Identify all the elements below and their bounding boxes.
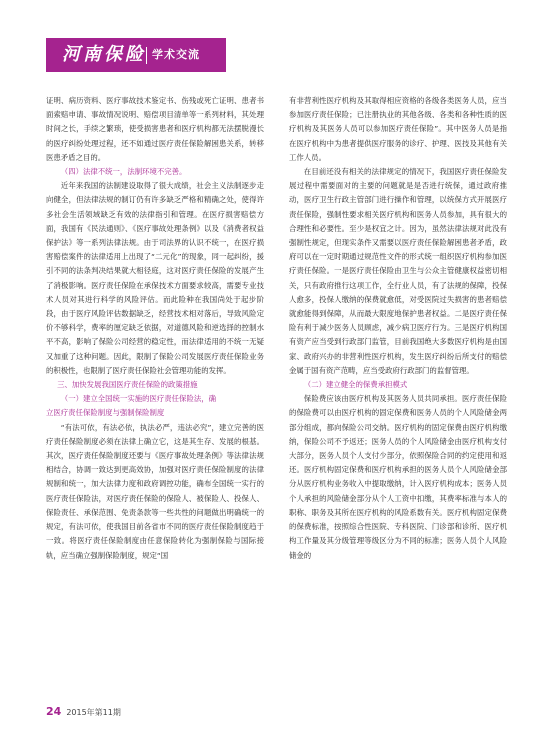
paragraph: 近年来我国的法制建设取得了很大成绩，社会主义法制逐步走向健全，但法律法规的制订仍有许多缺乏严格和精确之处，使得许多社会生活领域缺乏有效的法律指引和管理。在医疗损害赔偿方面，我国有《民法通则》、《医疗事故处理条例》以及《消费者权益保护法》等一系列法律法规。由于司法界的认识不统一，在医疗损害赔偿案件的法律适用上出现了“二元化”的现象，同一起纠纷，援引不同的法条判决结果就大相径庭，这对医疗责任保险的发展产生了消极影响。医疗责任保险在承保技术方面要求较高，需要专业技术人员对其进行科学的风险评估。而此险种在我国尚处于起步阶段，由于医疗风险评估数据缺乏，经营技术相对落后，导致风险定价不够科学，费率的厘定缺乏依据，对道德风险和逆选择的控制水平不高，影响了保险公司经营的稳定性，而法律适用的不统一无疑又加重了这种问题。因此，限制了保险公司发展医疗责任保险业务的积极性，也限制了医疗责任保险社会管理功能的发挥。	[46, 181, 264, 375]
subsection-heading-continued: 立医疗责任保险制度与强制保险制度	[46, 408, 165, 418]
issue-label: 2015年第11期	[66, 708, 121, 717]
paragraph: 证明、病历资料、医疗事故技术鉴定书、伤残或死亡证明、患者书面索赔申请、事故情况说明、赔偿项目清单等一系列材料，其处理时间之长，手续之繁琐，使受损害患者和医疗机构都无法摆脱漫长的医疗纠纷处理过程，还不如通过医疗责任保险解困患关系，转移医患矛盾之目的。	[46, 96, 264, 162]
journal-brand-logo: 河南保险	[62, 44, 146, 65]
paragraph: 在目前还没有相关的法律规定的情况下，我国医疗责任保险发展过程中需要面对的主要的问题就是是否进行统保，通过政府推动，医疗卫生行政主管部门进行操作和管理，以统保方式开展医疗责任保险，强制性要求相关医疗机构和医务人员参加，具有很大的合理性和必要性。至少是权宜之计。因为，虽然法律法规对此没有强制性规定，但现实条件又需要以医疗责任保险解困患者矛盾，政府可以在一定时期通过规范性文件的形式统一组织医疗机构参加医疗责任保险。一是医疗责任保险由卫生与公众主管健康权益密切相关，只有政府推行这项工作，全行业人员，有了法规的保障，投保人愈多，投保人缴纳的保费就愈低，对受医院过失损害的患者赔偿就愈能得到保障，从而最大限度地保护患者权益。二是医疗责任保险有利于减少医务人员顾虑，减少病卫医疗行为。三是医疗机构国有资产应当受到行政部门监管，目前我国绝大多数医疗机构是由国家、政府兴办的非营利性医疗机构，发生医疗纠纷后所支付的赔偿金属于国有资产范畴，应当受政府行政部门的监督管理。	[289, 167, 507, 375]
right-column	[289, 94, 507, 563]
section-name: 学术交流	[152, 48, 200, 61]
subsection-heading: （一）建立全国统一实施的医疗责任保险法，确	[60, 394, 217, 404]
page-footer	[46, 705, 121, 718]
left-column	[46, 94, 264, 563]
paragraph: 保险费应该由医疗机构及其医务人员共同承担。医疗责任保险的保险费可以由医疗机构的固定保费和医务人员的个人风险储金两部分组成，都向保险公司交纳。医疗机构的固定保费由医疗机构缴纳，保险公司不予返还；医务人员的个人风险储金由医疗机构支付大部分，医务人员个人支付少部分，依照保险合同的约定使用和返还。医疗机构固定保费和医疗机构承担的医务人员个人风险储金部分从医疗机构业务收入中提取缴纳，计入医疗机构成本；医务人员个人承担的风险储金部分从个人工资中扣缴，其费率标准与本人的职称、职务及其所在医疗机构的风险系数有关。医疗机构固定保费的保费标准，按照综合性医院、专科医院、门诊部和诊所、医疗机构工作量及其分级管理等级区分为不同的标准；医务人员个人风险储金的	[289, 394, 507, 560]
subsection-heading: （二）建立健全的保费承担模式	[303, 380, 408, 390]
header-divider	[146, 47, 147, 64]
subsection-heading: （四）法律不统一，法制环境不完善。	[60, 167, 187, 177]
section-heading: 三、加快发展我国医疗责任保险的政策措施	[57, 380, 198, 390]
page-number: 24	[46, 705, 62, 718]
paragraph: “有法可依，有法必依，执法必严，违法必究”，建立完善的医疗责任保险制度必须在法律上确立它，这是其生存、发展的根基。其次，医疗责任保险制度还要与《医疗事故处理条例》等法律法规相结合，协调一致达到更高效协，加强对医疗责任保险制度的法律规制和统一，加大法律力度和政府调控功能，确布全国统一实行的医疗责任保险法，对医疗责任保险的保险人、被保险人、投保人、保险责任、承保范围、免责条款等一些共性的问题做出明确统一的规定，有法可依，使我国目前各省市不同的医疗责任保险制度趋于一致。将医疗责任保险制度由任意保险转化为强制保险与国际接轨，应当确立强制保险制度，规定“国	[46, 422, 264, 560]
paragraph: 有非营利性医疗机构及其取得相应资格的各级各类医务人员，应当参加医疗责任保险；已注册执业的其他各级、各类和各种性质的医疗机构及其医务人员可以参加医疗责任保险”。其中医务人员是指在医疗机构中为患者提供医疗服务的诊疗、护理、医技及其他有关工作人员。	[289, 96, 507, 162]
